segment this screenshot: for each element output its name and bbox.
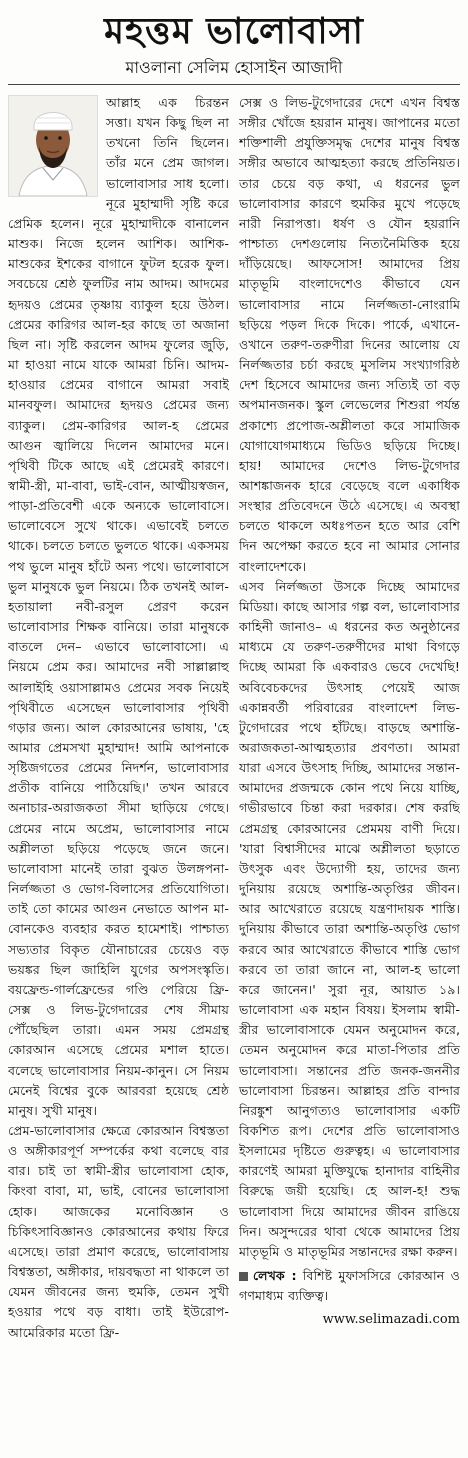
author-byline: মাওলানা সেলিম হোসাইন আজাদী (8, 56, 460, 85)
paragraph: প্রেম-ভালোবাসার ক্ষেত্রে কোরআন বিশ্বস্ততা ও অঙ্গীকারপূর্ণ সম্পর্কের কথা বলেছে বার বার। চাই তা স্বামী-স্ত্রীর ভালোবাসা হোক, কিংবা বাবা, মা, ভাই, বোনের ভালোবাসা হোক। আজকের মনোবিজ্ঞান ও চিকিৎসাবিজ্ঞানও কোরআনের কথায় ফিরে এসেছে। তারা প্রমাণ করেছে, ভালোবাসায় বিশ্বস্ততা, অঙ্গীকার, দায়বদ্ধতা না থাকলে তা যেমন জীবনের জন্য হুমকি, তেমন সুখী হওয়ার পথে বড় বাধা। তাই ইউরোপ-আমেরিকার মতো ফ্রি- (8, 1122, 229, 1340)
writer-note (239, 1266, 460, 1306)
article-columns (8, 93, 460, 1343)
author-portrait (8, 95, 98, 197)
paragraph: সেক্স ও লিভ-টুগেদারের দেশে এখন বিশ্বস্ত সঙ্গীর খোঁজে হয়রান মানুষ। জাপানের মতো শক্তিশালী প্রযুক্তিসমৃদ্ধ দেশের মানুষ বিশ্বস্ত সঙ্গীর অভাবে আত্মহত্যা করছে প্রতিনিয়ত। তার চেয়ে বড় কথা, এ ধরনের ভুল ভালোবাসার কারণে হুমকির মুখে পড়েছে নারী নিরাপত্তা। ধর্ষণ ও যৌন হয়রানি পাশ্চাত্য দেশগুলোয় নিত্যনৈমিত্তিক হয়ে দাঁড়িয়েছে। আফসোস! আমাদের প্রিয় মাতৃভূমি বাংলাদেশেও কীভাবে যেন ভালোবাসার নামে নির্লজ্জতা-নোংরামি ছড়িয়ে পড়ল দিকে দিকে। পার্কে, এখানে-ওখানে তরুণ-তরুণীরা দিনের আলোয় যে নির্লজ্জতার চর্চা করছে মুসলিম সংখ্যাগরিষ্ঠ দেশ হিসেবে আমাদের জন্য সত্যিই তা বড় অপমানজনক। স্কুল লেভেলের শিশুরা পর্যন্ত প্রকাশ্যে প্রপোজ-অশ্লীলতা করে সামাজিক যোগাযোগমাধ্যমে ভিডিও ছড়িয়ে দিচ্ছে। হায়! আমাদের দেশেও লিভ-টুগেদার আশঙ্কাজনক হারে বেড়েছে বলে একাধিক সংস্থার প্রতিবেদনে উঠে এসেছে। এ অবস্থা চলতে থাকলে অধঃপতন হতে আর বেশি দিন অপেক্ষা করতে হবে না আমার সোনার বাংলাদেশকে। (239, 95, 460, 574)
website-url: www.selimazadi.com (322, 1312, 460, 1328)
paragraph: আল্লাহ এক চিরন্তন সত্তা। যখন কিছু ছিল না তখনো তিনি ছিলেন। তাঁর মনে প্রেম জাগল। ভালোবাসার সাধ হলো। নূরে মুহাম্মাদী সৃষ্টি করে প্রেমিক হলেন। নূরে মুহাম্মাদীকে বানালেন মাশুক। নিজে হলেন আশিক। আশিক-মাশুকের ইশকের বাগানে ফুটল হরেক ফুল। সবচেয়ে শ্রেষ্ঠ ফুলটির নাম আদম। আদমের হৃদয়ও প্রেমের তৃষ্ণায় ব্যাকুল হয়ে উঠল। প্রেমের কারিগর আল-হর কাছে তা অজানা ছিল না। সৃষ্টি করলেন আদম ফুলের জুড়ি, মা হাওয়া নামে যাকে আমরা চিনি। আদম-হাওয়ার প্রেমের বাগানে আমরা সবাই মানবফুল। আমাদের হৃদয়ও প্রেমের জন্য ব্যাকুল। প্রেম-কারিগর আল-হ প্রেমের আগুন জ্বালিয়ে দিলেন আমাদের মনে। পৃথিবী টিকে আছে এই প্রেমেরই কারণে। স্বামী-স্ত্রী, মা-বাবা, ভাই-বোন, আত্মীয়স্বজন, পাড়া-প্রতিবেশী একে অন্যকে ভালোবাসে। ভালোবেসে সুখে থাকে। এভাবেই চলতে থাকে। চলতে চলতে ভুলতে থাকে। একসময় পথ ভুলে মানুষ হাঁটে অন্য পথে। ভালোবাসে ভুল মানুষকে ভুল নিয়মে। ঠিক তখনই আল-হতায়ালা নবী-রসুল প্রেরণ করেন ভালোবাসার শিক্ষক বানিয়ে। তারা মানুষকে বাতলে দেন– এভাবে ভালোবাসো। এ নিয়মে প্রেম কর। আমাদের নবী সাল্লাল্লাহু আলাইহি ওয়াসাল্লামও প্রেমের সবক নিয়েই পৃথিবীতে এসেছেন ভালোবাসার পৃথিবী গড়ার জন্য। আল কোরআনের ভাষায়, 'হে আমার প্রেমসখা মুহাম্মাদ! আমি আপনাকে সৃষ্টিজগতের প্রেমের নিদর্শন, ভালোবাসার প্রতীক বানিয়ে পাঠিয়েছি।' তখন আরবে অনাচার-অরাজকতা সীমা ছাড়িয়ে গেছে। প্রেমের নামে অপ্রেম, ভালোবাসার নামে অশ্লীলতা ছড়িয়ে পড়েছে জনে জনে। ভালোবাসা মানেই তারা বুঝত উলঙ্গপনা-নির্লজ্জতা ও ভোগ-বিলাসের প্রতিযোগিতা। তাই তো কামের আগুন নেভাতে আপন মা-বোনকেও ব্যবহার করত হামেশাই। পাশ্চাত্য সভ্যতার বিকৃত যৌনাচারের চেয়েও বড় ভয়ঙ্কর ছিল জাহিলি যুগের অপসংস্কৃতি। বয়ফ্রেন্ড-গার্লফ্রেন্ডের গণ্ডি পেরিয়ে ফ্রি-সেক্স ও লিভ-টুগেদারের শেষ সীমায় পৌঁছেছিল তারা। এমন সময় প্রেমগ্রন্থ কোরআন এসেছে প্রেমের মশাল হাতে। বলেছে ভালোবাসার নিয়ম-কানুন। সে নিয়ম মেনেই বিশ্বের বুকে আরবরা হয়েছে শ্রেষ্ঠ মানুষ। সুখী মানুষ। (8, 95, 229, 1118)
square-bullet-icon (239, 1272, 248, 1281)
writer-label: লেখক : (253, 1268, 297, 1284)
author-photo-icon (9, 96, 97, 196)
writer-description: বিশিষ্ট মুফাসসিরে কোরআন ও গণমাধ্যম ব্যক্তিত্ব। (239, 1268, 460, 1304)
column-right (239, 93, 460, 1343)
article-title: মহত্তম ভালোবাসা (104, 10, 364, 52)
column-left (8, 93, 229, 1343)
paragraph: এসব নির্লজ্জতা উসকে দিচ্ছে আমাদের মিডিয়া। কাছে আসার গল্প বল, ভালোবাসার কাহিনী জানাও– এ ধরনের কত অনুষ্ঠানের মাধ্যমে যে তরুণ-তরুণীদের মাথা বিগড়ে দিচ্ছে আমরা কি একবারও ভেবে দেখেছি! অবিবেচকদের উৎসাহ পেয়েই আজ একান্নবর্তী পরিবারের বাংলাদেশ লিভ-টুগেদারের পথে হাঁটছে। বাড়ছে অশান্তি-অরাজকতা-আত্মহত্যার প্রবণতা। আমরা যারা এসবে উৎসাহ দিচ্ছি, আমাদের সন্তান-আমাদের প্রজন্মকে কোন পথে নিয়ে যাচ্ছি, গভীরভাবে চিন্তা করা দরকার। শেষ করছি প্রেমগ্রন্থ কোরআনের প্রেমময় বাণী দিয়ে। 'যারা বিশ্বাসীদের মাঝে অশ্লীলতা ছড়াতে উৎসুক এবং উদ্যোগী হয়, তাদের জন্য দুনিয়ায় রয়েছে অশান্তি-অতৃপ্তির জীবন। আর আখেরাতে রয়েছে যন্ত্রণাদায়ক শাস্তি। দুনিয়ায় কীভাবে তারা অশান্তি-অতৃপ্তি ভোগ করবে আর আখেরাতে কীভাবে শাস্তি ভোগ করবে তা তারা জানে না, আল-হ ভালো করে জানেন।' সুরা নূর, আয়াত ১৯। ভালোবাসা এক মহান বিষয়। ইসলাম স্বামী-স্ত্রীর ভালোবাসাকে যেমন অনুমোদন করে, তেমন অনুমোদন করে মাতা-পিতার প্রতি ভালোবাসা। সন্তানের প্রতি জনক-জননীর ভালোবাসা চিরন্তন। আল্লাহর প্রতি বান্দার নিরঙ্কুশ আনুগত্যও ভালোবাসার একটি বিকশিত রূপ। দেশের প্রতি ভালোবাসাও ইসলামের দৃষ্টিতে গুরুত্বহ। এ ভালোবাসার কারণেই আমরা মুক্তিযুদ্ধে হানাদার বাহিনীর বিরুদ্ধে জয়ী হয়েছি। হে আল-হ! শুদ্ধ ভালোবাসা দিয়ে আমাদের জীবন রাঙিয়ে দিন। অসুন্দরের থাবা থেকে আমাদের প্রিয় মাতৃভূমি ও মাতৃভূমির সন্তানদের রক্ষা করুন। (239, 578, 460, 1259)
